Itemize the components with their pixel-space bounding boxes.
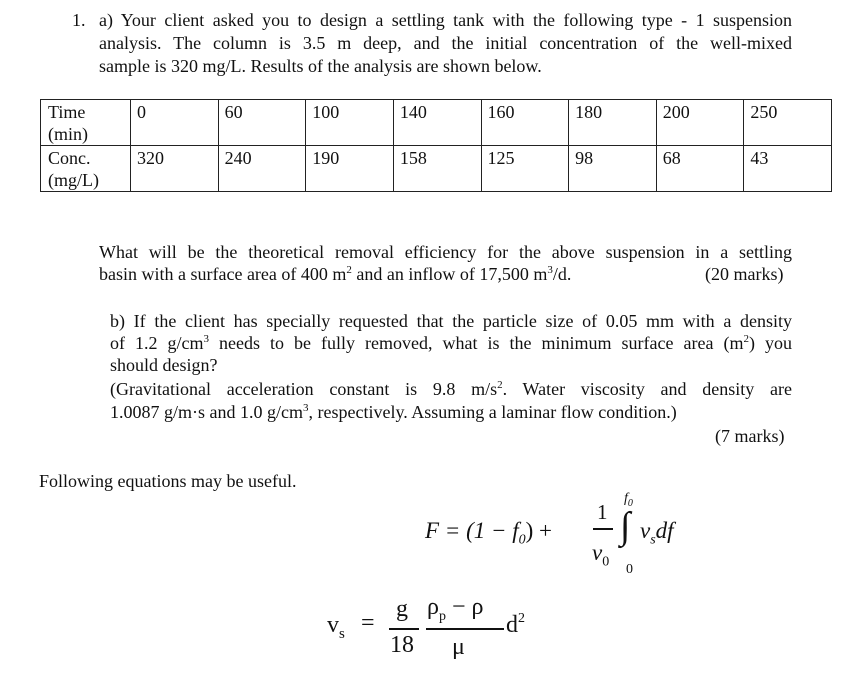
eq1-lower-limit: 0 [626,562,633,577]
part-a-line-3: sample is 320 mg/L. Results of the analysis are shown below. [99,56,542,76]
conc-cell: 158 [393,146,481,192]
table-row-conc [41,146,832,192]
time-header-cell [41,100,131,146]
settling-data-table [40,99,832,192]
eq1-denominator: $v_0$ [592,540,610,570]
conc-cell: 320 [131,146,219,192]
part-a-question-line-2: basin with a surface area of 400 $m^2$ and an inflow of 17,500 $m^3/d$. [99,264,572,284]
time-cell: 140 [393,100,481,146]
conc-cell: 190 [306,146,394,192]
time-header-unit: (min) [48,124,88,144]
conc-cell: 240 [218,146,306,192]
conc-cell: 125 [481,146,569,192]
part-a-question-line-1: What will be the theoretical removal efficiency for the above suspension in a settling [99,242,792,262]
conc-header-cell [41,146,131,192]
part-b-line-2: of 1.2 $g/cm^3$ needs to be fully removed, what is the minimum surface area $(m^2)$ you [110,333,792,353]
time-cell: 100 [306,100,394,146]
eq1-upper-limit: $f_0$ [624,491,633,509]
part-a-line-1: a) Your client asked you to design a settling tank with the following type - 1 suspension [99,10,792,30]
conc-header-label: Conc. [48,148,91,168]
eq1-integrand: $v_sdf$ [640,518,674,548]
part-a-marks: (20 marks) [705,264,784,284]
eq2-lhs: $v_s$ [327,612,345,642]
eq2-density-difference: $\rho_p - \rho$ [427,594,484,624]
conc-cell: 98 [569,146,657,192]
conc-cell: 68 [656,146,744,192]
table-row-time [41,100,832,146]
part-b-line-4: (Gravitational acceleration constant is 9.8 $m/s^2$. Water viscosity and density are [110,379,793,399]
conc-cell: 43 [744,146,832,192]
eq2-gravity: g [396,596,408,622]
integral-sign: ∫ [620,505,631,547]
time-cell: 60 [218,100,306,146]
time-cell: 250 [744,100,832,146]
eq2-fraction-bar-2 [426,628,504,630]
time-cell: 180 [569,100,657,146]
equations-intro: Following equations may be useful. [39,471,297,491]
eq2-fraction-bar-1 [389,628,419,630]
eq2-viscosity: μ [452,634,465,660]
eq2-equals: = [361,610,375,636]
time-cell: 200 [656,100,744,146]
time-header-label: Time [48,102,86,122]
eq1-fraction-bar [593,528,613,530]
eq2-eighteen: 18 [390,632,414,658]
time-cell: 0 [131,100,219,146]
part-b-line-3: should design? [110,355,218,375]
question-number: 1. [72,10,86,30]
part-b-marks: (7 marks) [715,426,785,446]
time-cell: 160 [481,100,569,146]
part-b-line-5: 1.0087 g/m·s and 1.0 $g/cm^3$, respectively. Assuming a laminar flow condition.) [110,402,677,422]
conc-header-unit: (mg/L) [48,170,99,190]
eq1-numerator: 1 [597,500,608,524]
eq2-diameter-squared: $d^2$ [506,611,525,638]
part-a-line-2: analysis. The column is 3.5 m deep, and the initial concentration of the well-mixed [99,33,792,53]
part-b-line-1: b) If the client has specially requested that the particle size of 0.05 mm with a density [110,311,792,331]
